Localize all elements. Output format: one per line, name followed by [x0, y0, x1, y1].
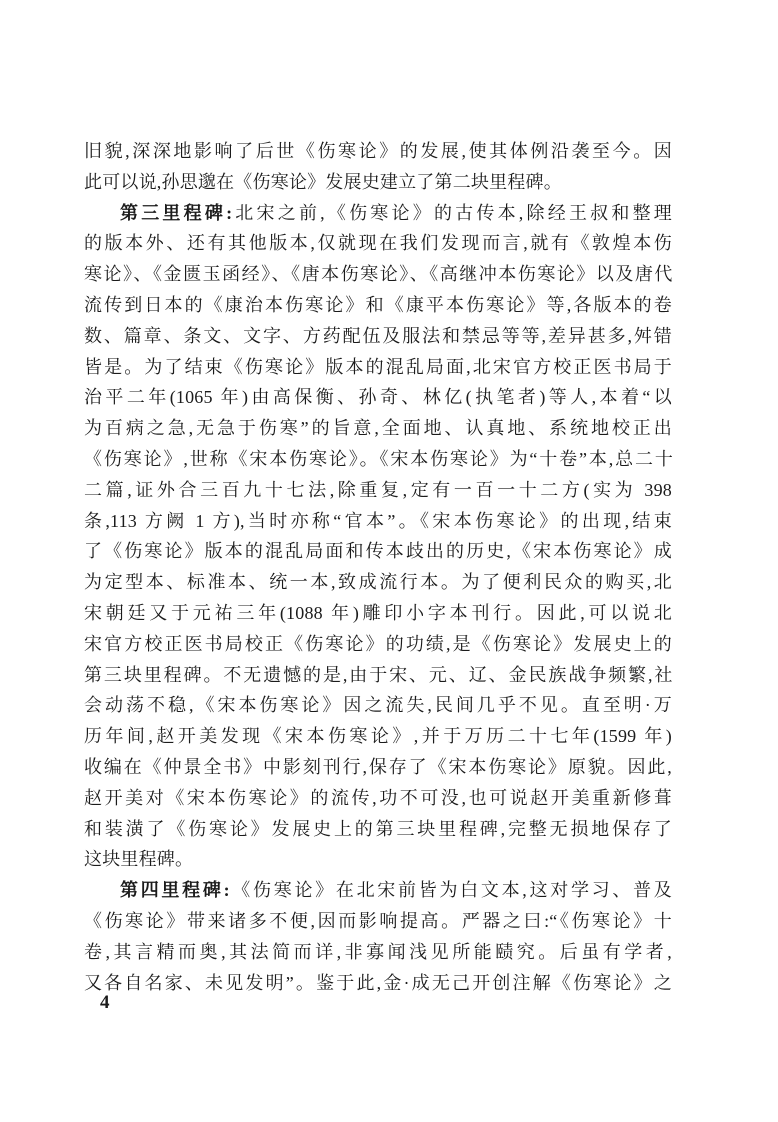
- text-line-paragraph-head: [84, 875, 672, 906]
- text-line: 卷,其言精而奥,其法简而详,非寡闻浅见所能赜究。后虽有学者,: [84, 941, 672, 962]
- text-line: 《伤寒论》,世称《宋本伤寒论》。《宋本伤寒论》为“十卷”本,总二十: [84, 448, 672, 469]
- text-line: 二篇,证外合三百九十七法,除重复,定有一百一十二方(实为 398: [84, 479, 672, 500]
- text-line: 历年间,赵开美发现《宋本伤寒论》,并于万历二十七年(1599 年): [84, 726, 672, 747]
- text-line: 数、篇章、条文、文字、方药配伍及服法和禁忌等等,差异甚多,舛错: [84, 325, 672, 346]
- text-line: 宋官方校正医书局校正《伤寒论》的功绩,是《伤寒论》发展史上的: [84, 633, 672, 654]
- page-number: 4: [100, 992, 110, 1013]
- text-line: 条,113 方阙 1 方),当时亦称“官本”。《宋本伤寒论》的出现,结束: [84, 510, 672, 531]
- text-line: 为定型本、标准本、统一本,致成流行本。为了便利民众的购买,北: [84, 572, 672, 593]
- text-line: 和装潢了《伤寒论》发展史上的第三块里程碑,完整无损地保存了: [84, 818, 672, 839]
- text-line: 旧貌,深深地影响了后世《伤寒论》的发展,使其体例沿袭至今。因: [84, 141, 672, 161]
- paragraph-head-text: 北宋之前,《伤寒论》的古传本,除经王叔和整理: [232, 202, 672, 223]
- text-line: 治平二年(1065 年)由高保衡、孙奇、林亿(执笔者)等人,本着“以: [84, 387, 672, 408]
- text-line: 《伤寒论》带来诸多不便,因而影响提高。严器之曰:“《伤寒论》十: [84, 910, 672, 931]
- text-line: 这块里程碑。: [84, 849, 194, 870]
- text-line: 皆是。为了结束《伤寒论》版本的混乱局面,北宋官方校正医书局于: [84, 356, 672, 377]
- text-line: 流传到日本的《康治本伤寒论》和《康平本伤寒论》等,各版本的卷: [84, 294, 672, 315]
- text-line: 此可以说,孙思邈在《伤寒论》发展史建立了第二块里程碑。: [84, 171, 562, 192]
- paragraph-head-label: 第四里程碑:: [120, 880, 230, 901]
- text-line: 又各自名家、未见发明”。鉴于此,金·成无己开创注解《伤寒论》之: [84, 972, 672, 993]
- paragraph-head-label: 第三里程碑:: [120, 202, 233, 223]
- text-line: 宋朝廷又于元祐三年(1088 年)雕印小字本刊行。因此,可以说北: [84, 602, 672, 623]
- text-line: 为百病之急,无急于伤寒”的旨意,全面地、认真地、系统地校正出: [84, 418, 672, 439]
- text-line: 的版本外、还有其他版本,仅就现在我们发现而言,就有《敦煌本伤: [84, 233, 672, 254]
- text-block: [84, 136, 672, 998]
- text-line: 了《伤寒论》版本的混乱局面和传本歧出的历史,《宋本伤寒论》成: [84, 541, 672, 562]
- text-line: 寒论》、《金匮玉函经》、《唐本伤寒论》、《高继冲本伤寒论》以及唐代: [84, 264, 672, 285]
- text-line: 赵开美对《宋本伤寒论》的流传,功不可没,也可说赵开美重新修葺: [84, 787, 672, 808]
- text-line: 第三块里程碑。不无遗憾的是,由于宋、元、辽、金民族战争频繁,社: [84, 664, 672, 685]
- text-line: 会动荡不稳,《宋本伤寒论》因之流失,民间几乎不见。直至明·万: [84, 695, 672, 716]
- text-line: 收编在《仲景全书》中影刻刊行,保存了《宋本伤寒论》原貌。因此,: [84, 756, 672, 777]
- text-line-paragraph-head: [84, 198, 672, 229]
- paragraph-head-text: 《伤寒论》在北宋前皆为白文本,这对学习、普及: [229, 880, 672, 901]
